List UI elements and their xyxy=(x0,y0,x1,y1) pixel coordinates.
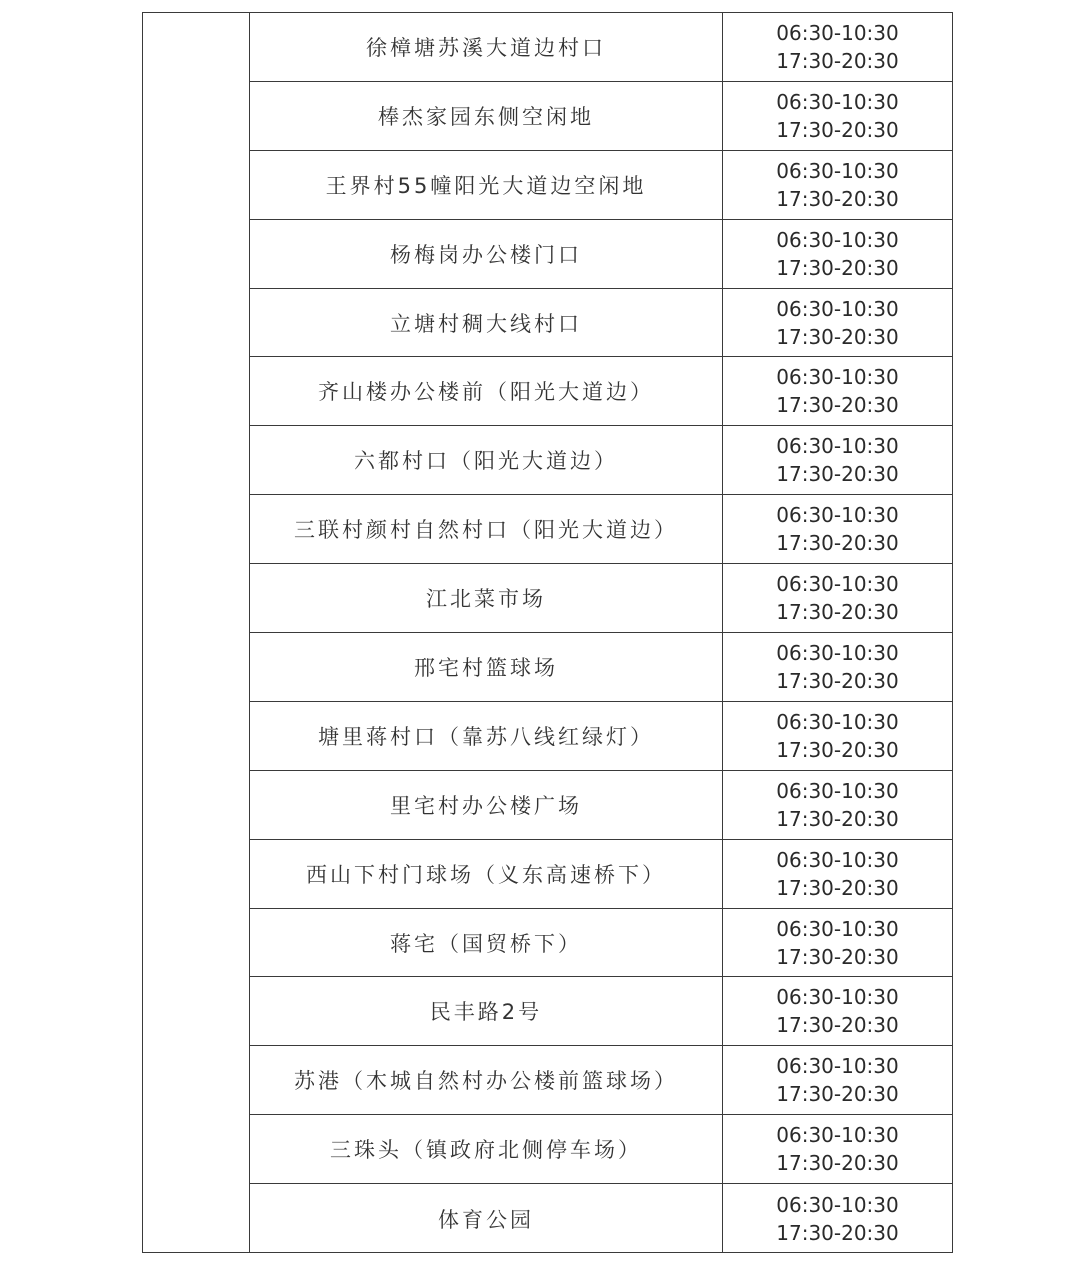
morning-time: 06:30-10:30 xyxy=(776,20,899,45)
morning-time: 06:30-10:30 xyxy=(776,916,899,941)
location-cell: 民丰路2号 xyxy=(250,977,723,1045)
morning-time: 06:30-10:30 xyxy=(776,640,899,665)
table-row xyxy=(250,633,952,702)
evening-time: 17:30-20:30 xyxy=(776,806,899,831)
morning-time: 06:30-10:30 xyxy=(776,227,899,252)
table-row xyxy=(250,1184,952,1253)
time-cell xyxy=(723,702,952,770)
location-cell: 三珠头（镇政府北侧停车场） xyxy=(250,1115,723,1183)
evening-time: 17:30-20:30 xyxy=(776,875,899,900)
evening-time: 17:30-20:30 xyxy=(776,324,899,349)
morning-time: 06:30-10:30 xyxy=(776,1123,899,1148)
evening-time: 17:30-20:30 xyxy=(776,1013,899,1038)
table-row xyxy=(250,289,952,358)
evening-time: 17:30-20:30 xyxy=(776,255,899,280)
table-row xyxy=(250,82,952,151)
table-row xyxy=(250,909,952,978)
time-cell xyxy=(723,13,952,81)
table-row xyxy=(250,220,952,289)
time-cell xyxy=(723,771,952,839)
sampling-sites-table xyxy=(142,12,953,1253)
morning-time: 06:30-10:30 xyxy=(776,1054,899,1079)
time-cell xyxy=(723,564,952,632)
table-row xyxy=(250,151,952,220)
table-row xyxy=(250,702,952,771)
evening-time: 17:30-20:30 xyxy=(776,186,899,211)
evening-time: 17:30-20:30 xyxy=(776,462,899,487)
time-cell xyxy=(723,909,952,977)
morning-time: 06:30-10:30 xyxy=(776,89,899,114)
location-cell: 蒋宅（国贸桥下） xyxy=(250,909,723,977)
evening-time: 17:30-20:30 xyxy=(776,668,899,693)
location-cell: 塘里蒋村口（靠苏八线红绿灯） xyxy=(250,702,723,770)
evening-time: 17:30-20:30 xyxy=(776,48,899,73)
merged-left-column xyxy=(143,13,250,1252)
evening-time: 17:30-20:30 xyxy=(776,117,899,142)
morning-time: 06:30-10:30 xyxy=(776,709,899,734)
table-row xyxy=(250,357,952,426)
evening-time: 17:30-20:30 xyxy=(776,1220,899,1245)
time-cell xyxy=(723,82,952,150)
table-row xyxy=(250,426,952,495)
time-cell xyxy=(723,426,952,494)
location-cell: 杨梅岗办公楼门口 xyxy=(250,220,723,288)
location-cell: 苏港（木城自然村办公楼前篮球场） xyxy=(250,1046,723,1114)
time-cell xyxy=(723,220,952,288)
table-row xyxy=(250,1115,952,1184)
location-cell: 徐樟塘苏溪大道边村口 xyxy=(250,13,723,81)
morning-time: 06:30-10:30 xyxy=(776,158,899,183)
time-cell xyxy=(723,151,952,219)
morning-time: 06:30-10:30 xyxy=(776,296,899,321)
evening-time: 17:30-20:30 xyxy=(776,1082,899,1107)
table-row xyxy=(250,1046,952,1115)
time-cell xyxy=(723,1046,952,1114)
location-cell: 棒杰家园东侧空闲地 xyxy=(250,82,723,150)
morning-time: 06:30-10:30 xyxy=(776,1192,899,1217)
location-cell: 三联村颜村自然村口（阳光大道边） xyxy=(250,495,723,563)
evening-time: 17:30-20:30 xyxy=(776,393,899,418)
evening-time: 17:30-20:30 xyxy=(776,944,899,969)
morning-time: 06:30-10:30 xyxy=(776,365,899,390)
location-cell: 立塘村稠大线村口 xyxy=(250,289,723,357)
time-cell xyxy=(723,1115,952,1183)
evening-time: 17:30-20:30 xyxy=(776,600,899,625)
location-cell: 邢宅村篮球场 xyxy=(250,633,723,701)
morning-time: 06:30-10:30 xyxy=(776,434,899,459)
morning-time: 06:30-10:30 xyxy=(776,503,899,528)
evening-time: 17:30-20:30 xyxy=(776,1151,899,1176)
location-cell: 体育公园 xyxy=(250,1184,723,1253)
morning-time: 06:30-10:30 xyxy=(776,847,899,872)
morning-time: 06:30-10:30 xyxy=(776,985,899,1010)
table-row xyxy=(250,13,952,82)
location-cell: 王界村55幢阳光大道边空闲地 xyxy=(250,151,723,219)
evening-time: 17:30-20:30 xyxy=(776,737,899,762)
evening-time: 17:30-20:30 xyxy=(776,531,899,556)
table-row xyxy=(250,771,952,840)
time-cell xyxy=(723,977,952,1045)
table-row xyxy=(250,840,952,909)
morning-time: 06:30-10:30 xyxy=(776,778,899,803)
table-body xyxy=(250,13,952,1252)
table-row xyxy=(250,564,952,633)
location-cell: 齐山楼办公楼前（阳光大道边） xyxy=(250,357,723,425)
time-cell xyxy=(723,495,952,563)
time-cell xyxy=(723,633,952,701)
table-row xyxy=(250,977,952,1046)
location-cell: 里宅村办公楼广场 xyxy=(250,771,723,839)
morning-time: 06:30-10:30 xyxy=(776,572,899,597)
time-cell xyxy=(723,289,952,357)
time-cell xyxy=(723,357,952,425)
time-cell xyxy=(723,1184,952,1253)
table-row xyxy=(250,495,952,564)
time-cell xyxy=(723,840,952,908)
location-cell: 六都村口（阳光大道边） xyxy=(250,426,723,494)
location-cell: 江北菜市场 xyxy=(250,564,723,632)
location-cell: 西山下村门球场（义东高速桥下） xyxy=(250,840,723,908)
